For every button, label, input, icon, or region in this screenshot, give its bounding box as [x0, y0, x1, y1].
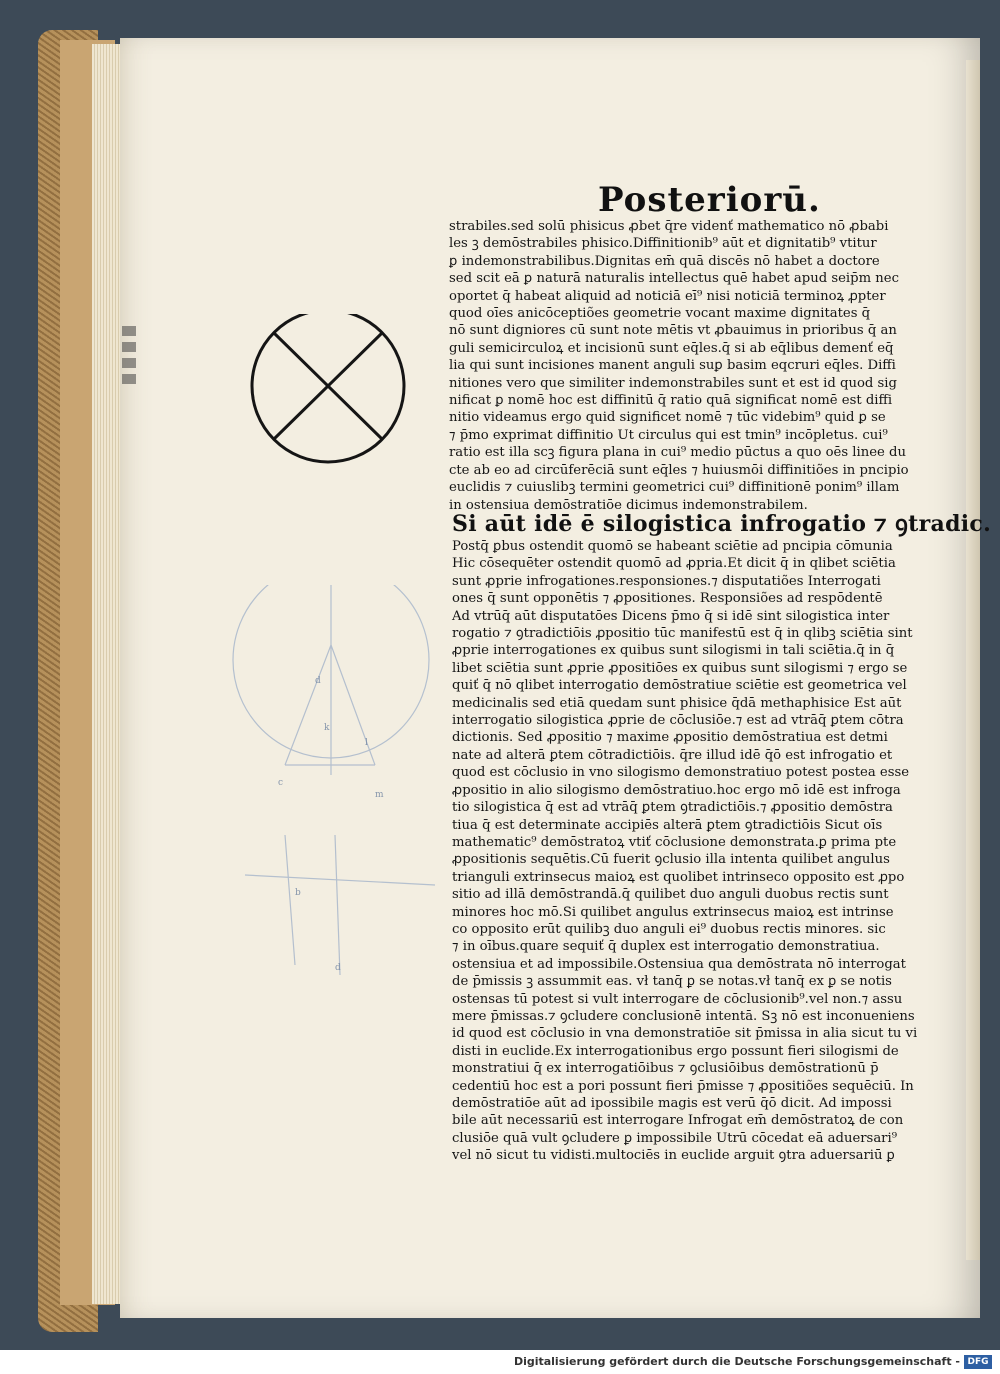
- text-line: monstratiui q̄ ex interrogatiōibus ⁊ ꝯclusiōibus demōstrationū p̄: [452, 1061, 879, 1077]
- text-line: tiua q̄ est determinate accipiēs alterā ꝑtem ꝯtradictiōis Sicut oīs: [452, 817, 883, 833]
- text-line: ones q̄ sunt opponētis ⁊ ꝓpositiones. Responsiões ad respōdentē: [452, 591, 883, 607]
- text-line: sitio ad illā demōstrandā.q̄ quilibet duo anguli duobus rectis sunt: [452, 887, 889, 903]
- text-line: mathematic⁹ demōstratoꝝ vtiť cōclusione demonstrata.ꝑ prima pte: [452, 834, 897, 850]
- text-line: quod oīes anicōceptiões geometrie vocant maxime dignitates q̄: [449, 306, 871, 322]
- text-line: nitio videamus ergo quid significet nomē ⁊ tūc videbim⁹ quid ꝑ se: [449, 410, 886, 426]
- text-line: rogatio ⁊ ꝯtradictiōis ꝓpositio tūc manifestū est q̄ in qlibꝫ sciētia sint: [452, 626, 913, 642]
- sketch-label: d: [335, 963, 341, 973]
- text-line: ꝓpositio in alio silogismo demōstratiuo.hoc ergo mō idē est infroga: [452, 782, 901, 798]
- text-line: trianguli extrinsecus maioꝝ est quolibet intrinseco opposito est ꝓpo: [452, 869, 905, 885]
- text-line: les ꝫ demōstrabiles phisico.Diffinitionib⁹ aūt et dignitatib⁹ vtitur: [449, 236, 877, 252]
- text-line: minores hoc mō.Si quilibet angulus extrinsecus maioꝝ est intrinse: [452, 904, 894, 920]
- section-incipit: Si aūt idē ē silogistica infrogatio ⁊ ꝯtradic.: [452, 511, 992, 537]
- text-line: tio silogistica q̄ est ad vtrāq̄ ꝑtem ꝯtradictiōis.⁊ ꝓpositio demōstra: [452, 800, 893, 816]
- text-line: Postq̄ ꝑbus ostendit quomō se habeant sciētie ad pncipia cōmunia: [452, 539, 893, 554]
- text-line: medicinalis sed etiā quedam sunt phisice q̄dā methaphisice Est aūt: [452, 695, 902, 711]
- text-line: dictionis. Sed ꝓpositio ⁊ maxime ꝓpositio demōstratiua est detmi: [452, 730, 888, 746]
- sketch-label: c: [278, 778, 284, 788]
- circle-diagram: [248, 314, 408, 474]
- text-line: co opposito erūt quilibꝫ duo anguli ei⁹ duobus rectis minores. sic: [452, 921, 886, 937]
- footer-credit: Digitalisierung gefördert durch die Deutsche Forschungsgemeinschaft -: [513, 1355, 960, 1368]
- text-line: clusiōe quā vult ꝯcludere ꝑ impossibile Utrū cōcedat eā aduersari⁹: [452, 1130, 897, 1146]
- sketch-label: l: [365, 738, 368, 748]
- sketch-label: k: [324, 723, 330, 733]
- text-line: ꝓpositionis sequētis.Cū fuerit ꝯclusio illa intenta quilibet angulus: [452, 852, 890, 868]
- text-line: strabiles.sed solū phisicus ꝓbet q̄re videnť mathematico nō ꝓbabi: [449, 219, 889, 234]
- text-line: euclidis ⁊ cuiuslibꝫ termini geometrici cui⁹ diffinitionē ponim⁹ illam: [449, 480, 900, 496]
- text-line: libet sciētia sunt ꝓprie ꝓpositiōes ex quibus sunt silogismi ⁊ ergo se: [452, 660, 908, 676]
- text-line: ostensiua et ad impossibile.Ostensiua qua demōstrata nō interrogat: [452, 956, 906, 972]
- text-line: nitiones vero que similiter indemonstrabiles sunt et est id quod sig: [449, 375, 897, 391]
- text-line: de p̄missis ꝫ assummit eas. vł tanq̄ ꝑ se notas.vł tanq̄ ex ꝑ se notis: [452, 974, 892, 990]
- text-line: ꝑ indemonstrabilibus.Dignitas em̄ quā discēs nō habet a doctore: [449, 253, 880, 269]
- text-line: ostensas tū potest si vult interrogare de cōclusionib⁹.vel non.⁊ assu: [452, 991, 903, 1007]
- text-line: nate ad alterā ꝑtem cōtradictiōis. q̄re illud idē q̄ō est infrogatio et: [452, 747, 893, 763]
- text-line: interrogatio silogistica ꝓprie de cōclusiōe.⁊ est ad vtrāq̄ ꝑtem cōtra: [452, 713, 904, 729]
- running-header: Posteriorū.: [598, 180, 821, 220]
- sketch-label: d: [315, 676, 321, 686]
- text-line: sed scit eā ꝑ naturā naturalis intellectus quē habet apud seip̄m nec: [449, 271, 899, 287]
- text-line: quod est cōclusio in vno silogismo demonstratiuo potest postea esse: [452, 765, 910, 781]
- sketch-label: b: [295, 888, 301, 898]
- text-line: cte ab eo ad circūferēciā sunt eq̄les ⁊ huiusmōi diffinitiões in pncipio: [449, 462, 909, 478]
- text-line: in ostensiua demōstratiōe dicimus indemonstrabilem.: [449, 497, 808, 513]
- text-line: cedentiū hoc est a pori possunt fieri p̄misse ⁊ ꝓpositiões sequēciū. In: [452, 1078, 914, 1094]
- text-line: vel nō sicut tu vidisti.multociēs in euclide arguit ꝯtra aduersariū ꝑ: [452, 1148, 895, 1164]
- dfg-logo: DFG: [964, 1355, 992, 1369]
- text-line: lia qui sunt incisiones manent anguli suꝑ basim eqcruri eq̄les. Diffi: [449, 358, 896, 374]
- text-line: disti in euclide.Ex interrogationibus ergo possunt fieri silogismi de: [452, 1043, 899, 1059]
- text-line: ⁊ in oībus.quare sequiť q̄ duplex est interrogatio demonstratiua.: [452, 939, 880, 955]
- text-line: demōstratiōe aūt ad ipossibile magis est verū q̄ō dicit. Ad impossi: [452, 1096, 892, 1111]
- text-block-commentary: [449, 218, 909, 514]
- text-line: guli semicirculoꝝ et incisionū sunt eq̄les.q̄ si ab eq̄libus demenť eq̄: [449, 340, 894, 356]
- text-line: ꝓprie interrogationes ex quibus sunt silogismi in tali sciētia.q̄ in q̄: [452, 643, 895, 659]
- text-line: id quod est cōclusio in vna demonstratiōe sit p̄missa in alia sicut tu vi: [452, 1026, 918, 1042]
- text-line: sunt ꝓprie infrogationes.responsiones.⁊ disputatiões Interrogati: [452, 573, 881, 589]
- text-line: bile aūt necessariū est interrogare Infrogat em̄ demōstratoꝝ de con: [452, 1113, 904, 1129]
- show-through-marks: [122, 320, 144, 440]
- text-line: Ad vtrūq̄ aūt disputatōes Dicens p̄mo q̄ si idē sint silogistica inter: [452, 608, 890, 624]
- page-gutter-shadow: [966, 60, 980, 1260]
- text-line: Hic cōsequēter ostendit quomō ad ꝓpria.Et dicit q̄ in qlibet sciētia: [452, 556, 896, 572]
- footer-bar: [0, 1350, 1000, 1374]
- text-line: ⁊ p̄mo exprimat diffinitio Ut circulus qui est tmin⁹ incōpletus. cui⁹: [449, 427, 888, 443]
- text-line: mere p̄missas.⁊ ꝯcludere conclusionē intentā. Sꝫ nō est inconueniens: [452, 1008, 915, 1024]
- faint-pencil-sketch: [225, 585, 455, 985]
- text-line: nificat ꝑ nomē hoc est diffinitū q̄ ratio quā significat nomē est diffi: [449, 393, 893, 409]
- text-line: ratio est illa scꝫ figura plana in cui⁹ medio pūctus a quo oēs linee du: [449, 445, 906, 461]
- text-line: quiť q̄ nō qlibet interrogatio demōstratiue sciētie est geometrica vel: [452, 678, 907, 694]
- text-block-main: [452, 538, 918, 1165]
- text-line: oportet q̄ habeat aliquid ad noticiā eī⁹ nisi noticiā terminoꝝ ꝓpter: [449, 288, 886, 304]
- sketch-label: m: [375, 790, 384, 800]
- text-line: nō sunt digniores cū sunt note mētis vt ꝓbauimus in prioribus q̄ an: [449, 323, 897, 339]
